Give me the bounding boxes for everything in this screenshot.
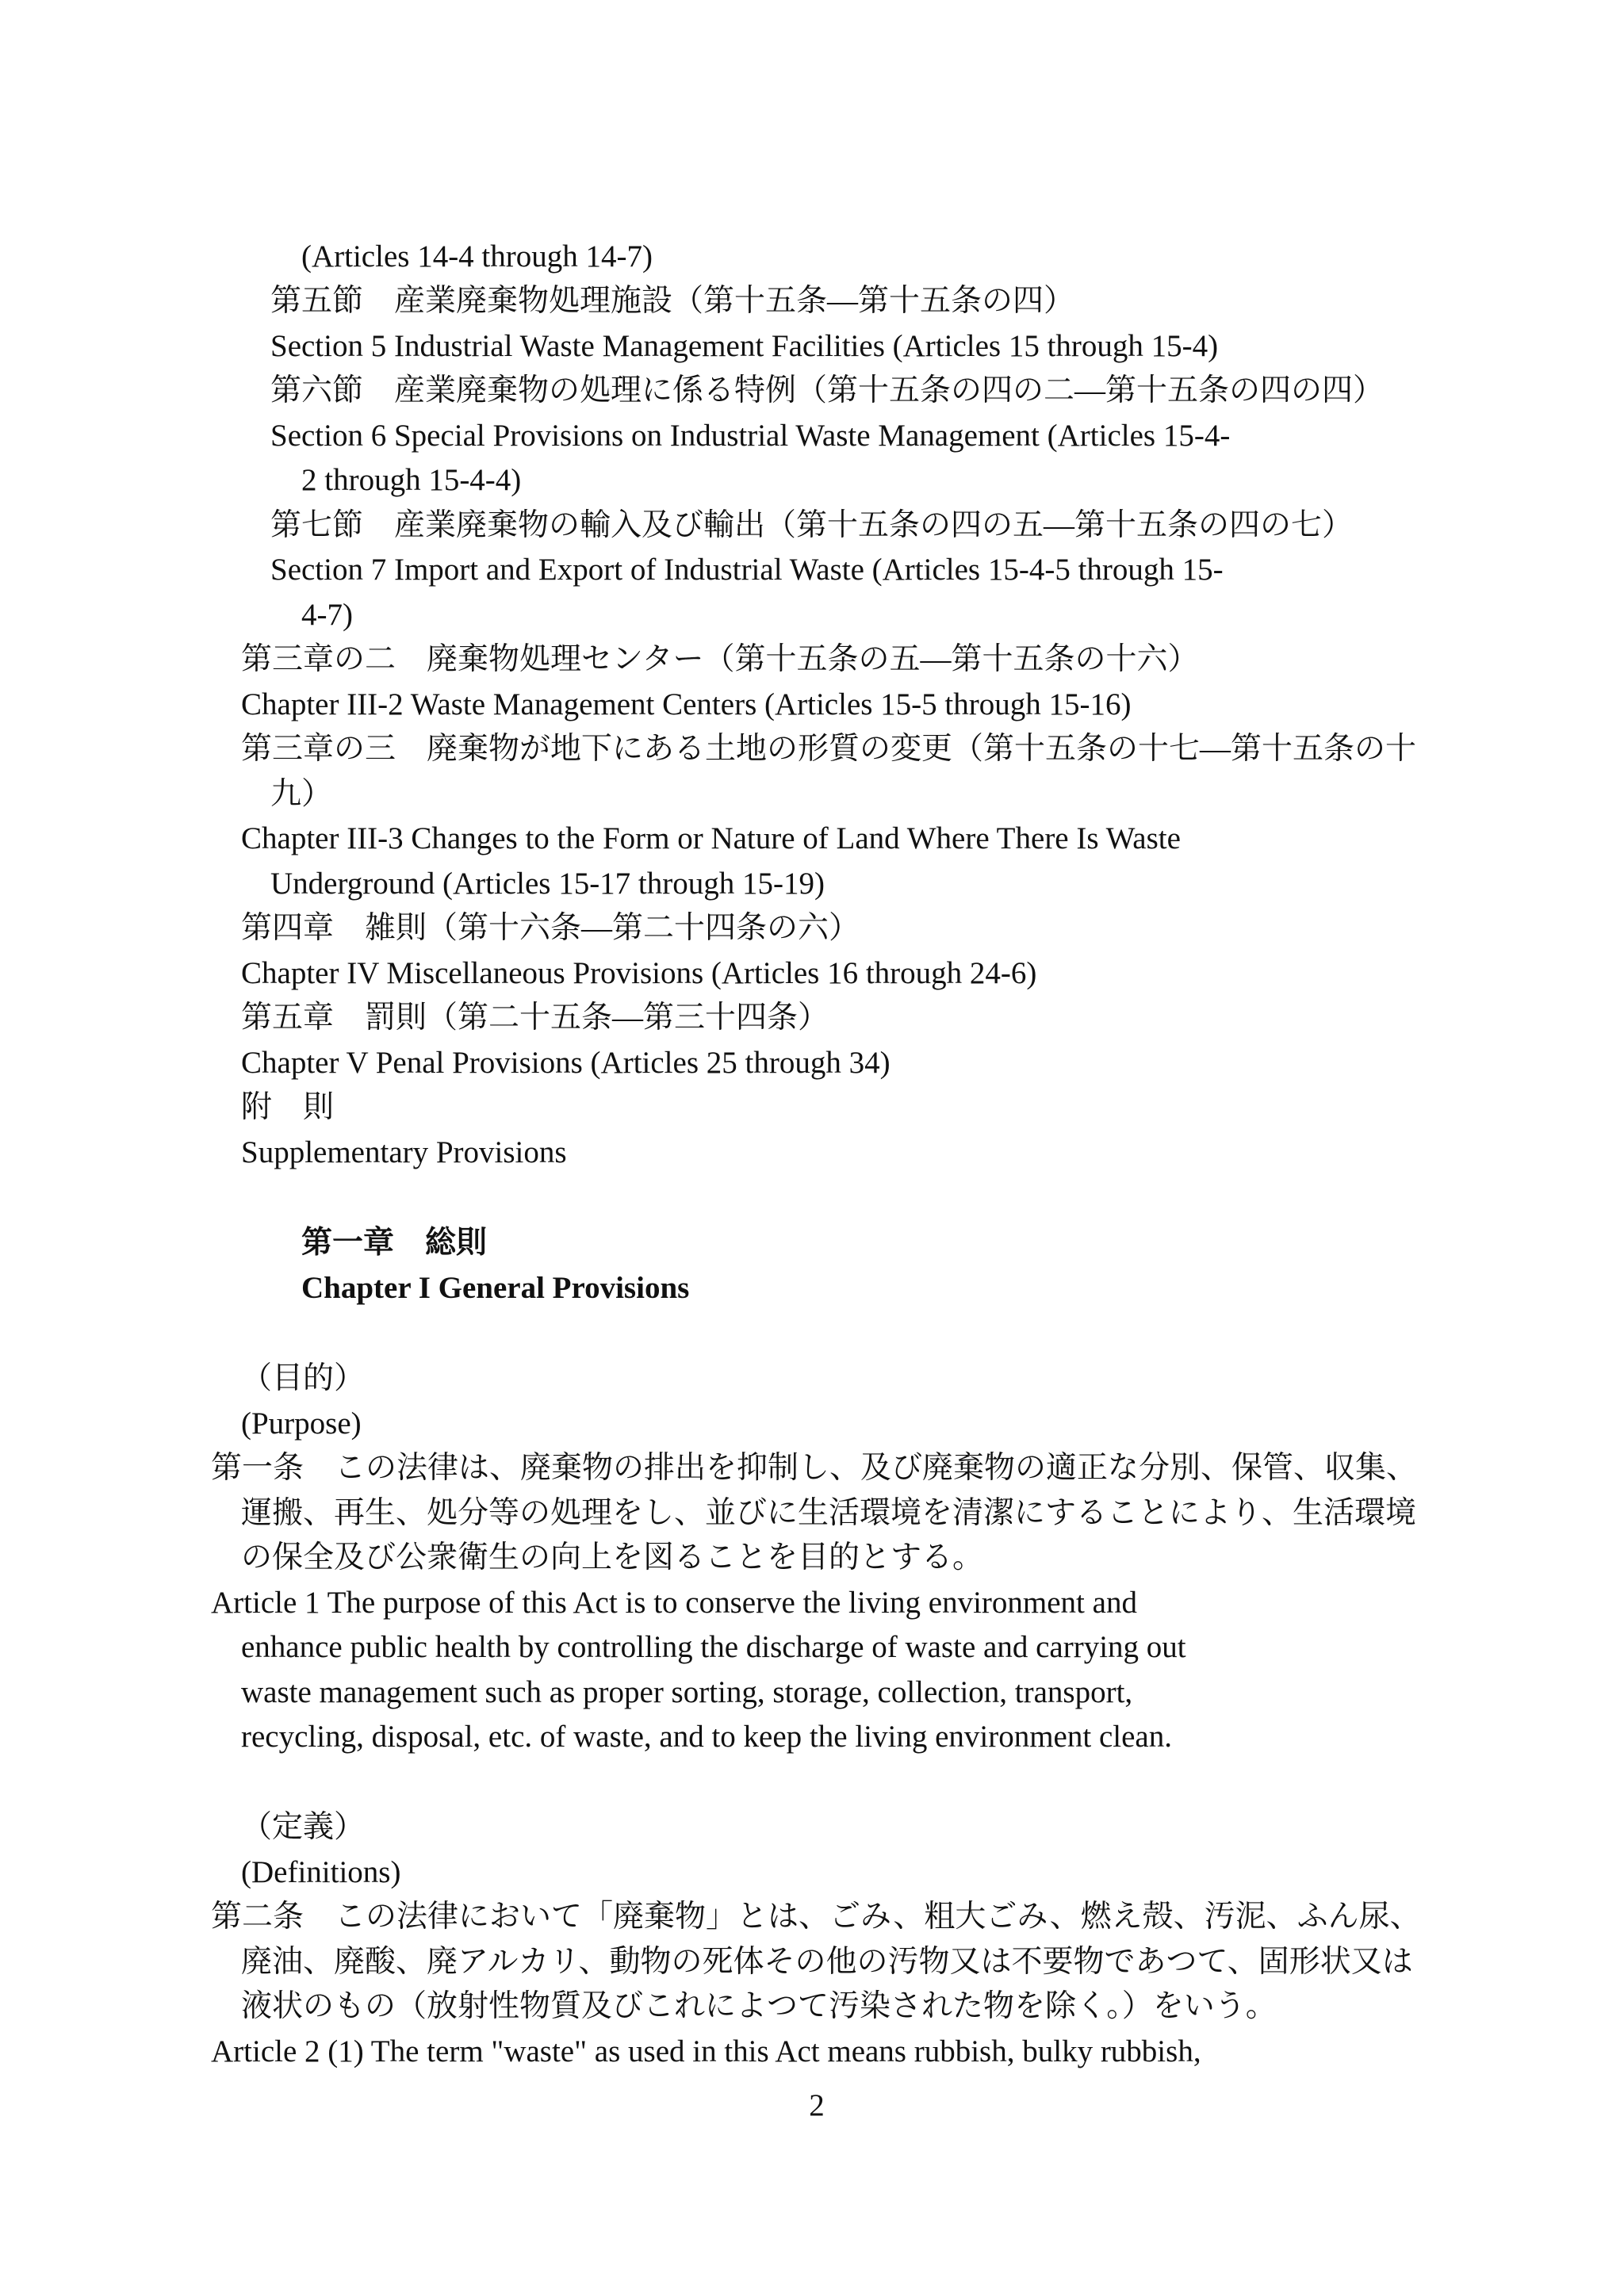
article-text-jp: 廃油、廃酸、廃アルカリ、動物の死体その他の汚物又は不要物であつて、固形状又は	[241, 1945, 1413, 1979]
toc-line: Chapter III-2 Waste Management Centers (Articles 15-5 through 15-16)	[241, 687, 1132, 721]
article-text-en: waste management such as proper sorting, storage, collection, transport,	[241, 1675, 1133, 1709]
toc-line: 2 through 15-4-4)	[301, 463, 522, 497]
article-text-en: Article 1 The purpose of this Act is to conserve the living environment and	[211, 1586, 1137, 1620]
article-text-jp: 運搬、再生、処分等の処理をし、並びに生活環境を清潔にすることにより、生活環境	[241, 1496, 1417, 1530]
article-text-jp: 第一条 この法律は、廃棄物の排出を抑制し、及び廃棄物の適正な分別、保管、収集、	[211, 1451, 1418, 1485]
article-caption-jp: （目的）	[241, 1361, 366, 1395]
toc-line: Section 6 Special Provisions on Industrial Waste Management (Articles 15-4-	[270, 419, 1231, 453]
toc-line: 第三章の二 廃棄物処理センター（第十五条の五―第十五条の十六）	[241, 642, 1199, 676]
article-text-en: recycling, disposal, etc. of waste, and to keep the living environment clean.	[241, 1720, 1172, 1754]
chapter-title-en: Chapter I General Provisions	[301, 1271, 690, 1305]
article-text-en: enhance public health by controlling the discharge of waste and carrying out	[241, 1630, 1186, 1664]
toc-line: 附 則	[241, 1090, 335, 1124]
toc-line: 4-7)	[301, 598, 353, 632]
toc-line: (Articles 14-4 through 14-7)	[301, 239, 653, 274]
toc-line: 九）	[270, 777, 333, 811]
toc-line: Section 7 Import and Export of Industrial Waste (Articles 15-4-5 through 15-	[270, 553, 1224, 587]
toc-line: Chapter V Penal Provisions (Articles 25 through 34)	[241, 1046, 891, 1080]
article-text-jp: 第二条 この法律において「廃棄物」とは、ごみ、粗大ごみ、燃え殻、汚泥、ふん尿、	[211, 1900, 1421, 1934]
article-caption-en: (Purpose)	[241, 1406, 362, 1441]
article-text-jp: の保全及び公衆衛生の向上を図ることを目的とする。	[241, 1540, 984, 1575]
toc-line: 第七節 産業廃棄物の輸入及び輸出（第十五条の四の五―第十五条の四の七）	[270, 508, 1354, 542]
toc-line: 第五章 罰則（第二十五条―第三十四条）	[241, 1001, 829, 1035]
toc-line: Underground (Articles 15-17 through 15-19)	[270, 867, 825, 901]
toc-line: Section 5 Industrial Waste Management Facilities (Articles 15 through 15-4)	[270, 329, 1219, 363]
toc-line: 第六節 産業廃棄物の処理に係る特例（第十五条の四の二―第十五条の四の四）	[270, 373, 1385, 408]
article-caption-en: (Definitions)	[241, 1855, 401, 1889]
toc-line: 第三章の三 廃棄物が地下にある土地の形質の変更（第十五条の十七―第十五条の十	[241, 732, 1417, 766]
toc-line: 第四章 雑則（第十六条―第二十四条の六）	[241, 911, 860, 945]
article-text-jp: 液状のもの（放射性物質及びこれによつて汚染された物を除く。）をいう。	[241, 1989, 1277, 2023]
article-text-en: Article 2 (1) The term "waste" as used in this Act means rubbish, bulky rubbish,	[211, 2034, 1201, 2068]
page-number: 2	[809, 2088, 825, 2122]
toc-line: Chapter III-3 Changes to the Form or Nature of Land Where There Is Waste	[241, 821, 1181, 855]
toc-line: Chapter IV Miscellaneous Provisions (Articles 16 through 24-6)	[241, 956, 1037, 990]
toc-line: Supplementary Provisions	[241, 1135, 567, 1169]
chapter-title-jp: 第一章 総則	[301, 1226, 488, 1260]
article-caption-jp: （定義）	[241, 1810, 366, 1844]
toc-line: 第五節 産業廃棄物処理施設（第十五条―第十五条の四）	[270, 284, 1075, 318]
